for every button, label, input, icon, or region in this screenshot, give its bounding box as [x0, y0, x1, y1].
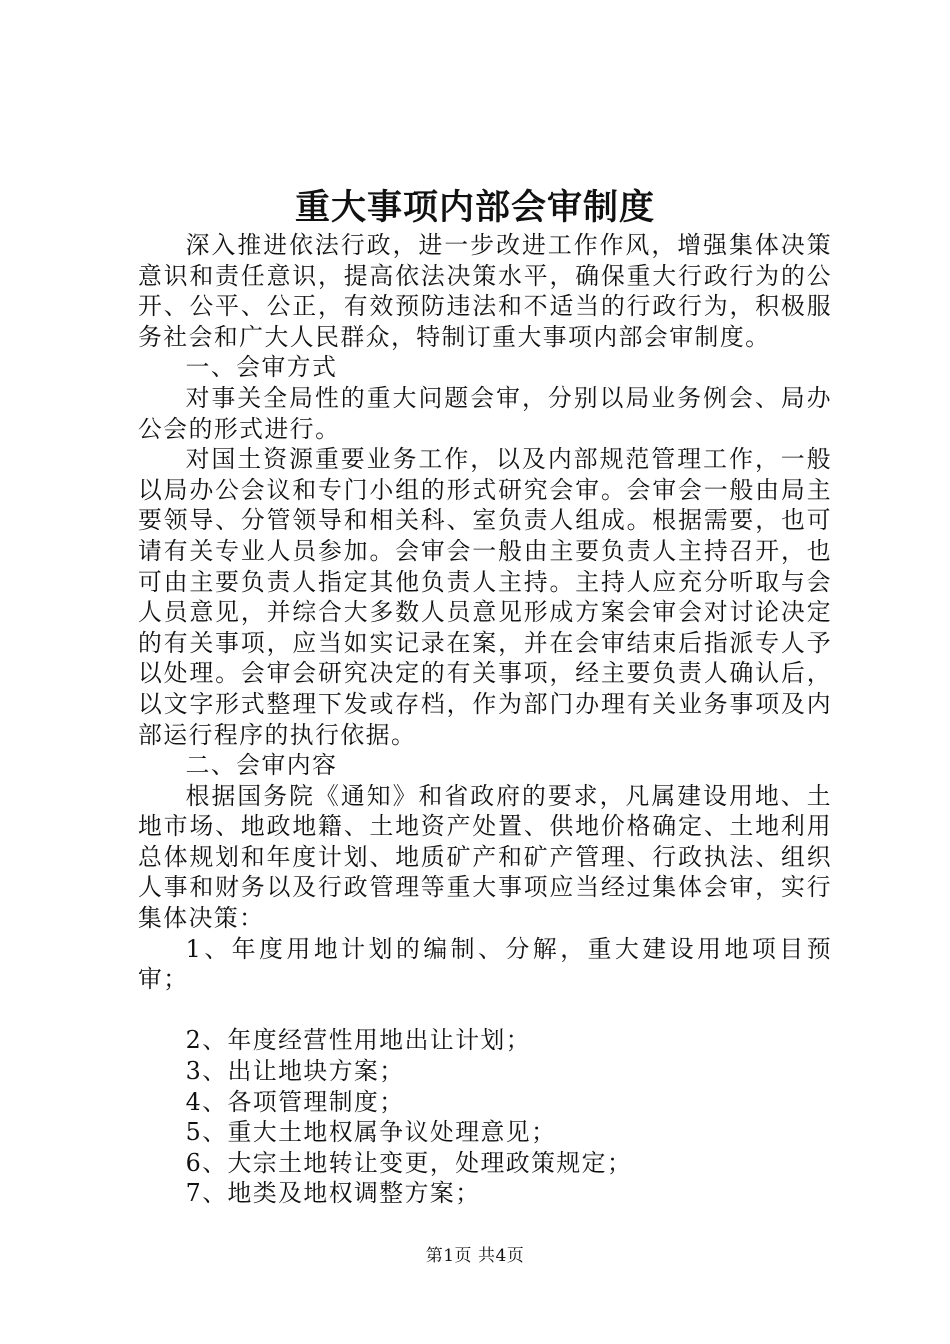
list-item: 5、重大土地权属争议处理意见； [185, 1118, 557, 1147]
section-heading-review-content: 二、会审内容 [185, 751, 338, 780]
page-number-footer: 第1页 共4页 [425, 1246, 525, 1266]
list-item: 4、各项管理制度； [185, 1087, 405, 1116]
list-item: 7、地类及地权调整方案； [185, 1179, 481, 1208]
body-paragraph: 对事关全局性的重大问题会审，分别以局业务例会、局办公会的形式进行。 [138, 383, 832, 443]
body-paragraph: 对国土资源重要业务工作，以及内部规范管理工作，一般以局办公会议和专门小组的形式研究会审。会审会一般由局主要领导、分管领导和相关科、室负责人组成。根据需要，也可请有关专业人员参加。会审会一般由主要负责人主持召开，也可由主要负责人指定其他负责人主持。主持人应充分听取与会人员意见，并综合大多数人员意见形成方案会审会对讨论决定的有关事项，应当如实记录在案，并在会审结束后指派专人予以处理。会审会研究决定的有关事项，经主要负责人确认后，以文字形式整理下发或存档，作为部门办理有关业务事项及内部运行程序的执行依据。 [138, 445, 832, 749]
body-paragraph: 根据国务院《通知》和省政府的要求，凡属建设用地、土地市场、地政地籍、土地资产处置、供地价格确定、土地利用总体规划和年度计划、地质矿产和矿产管理、行政执法、组织人事和财务以及行政管理等重大事项应当经过集体会审，实行集体决策： [138, 781, 832, 933]
blank-line [138, 995, 832, 1026]
list-item: 2、年度经营性用地出让计划； [185, 1026, 532, 1055]
document-body [138, 230, 832, 1209]
list-item: 3、出让地块方案； [185, 1057, 405, 1086]
section-heading-review-method: 一、会审方式 [185, 353, 338, 382]
document-title: 重大事项内部会审制度 [294, 187, 655, 228]
list-item: 1、年度用地计划的编制、分解，重大建设用地项目预审； [138, 934, 832, 994]
list-item: 6、大宗土地转让变更，处理政策规定； [185, 1148, 633, 1177]
intro-paragraph: 深入推进依法行政，进一步改进工作作风，增强集体决策意识和责任意识，提高依法决策水平，确保重大行政行为的公开、公平、公正，有效预防违法和不适当的行政行为，积极服务社会和广大人民群众，特制订重大事项内部会审制度。 [138, 231, 832, 351]
